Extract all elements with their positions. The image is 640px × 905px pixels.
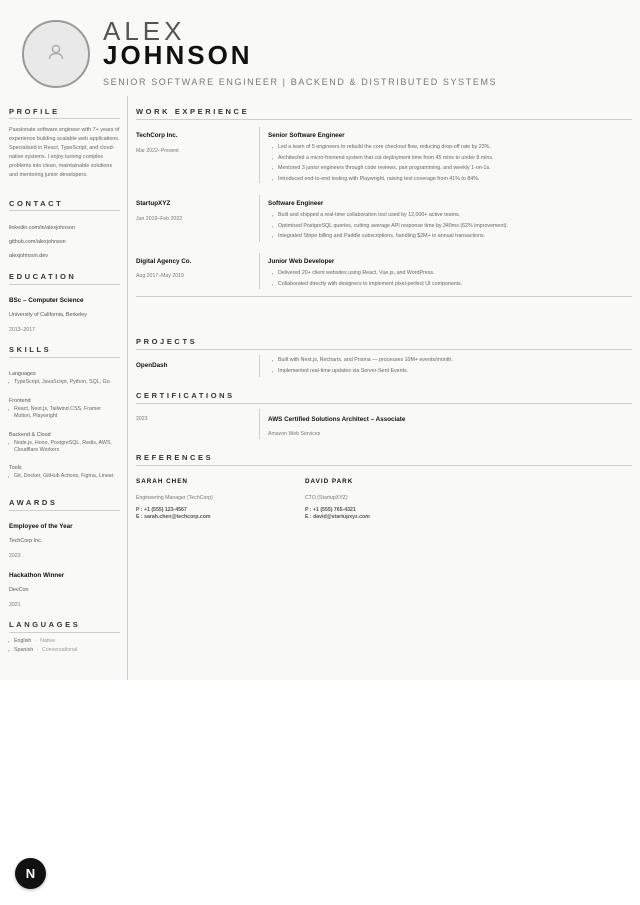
award-title: Employee of the Year bbox=[9, 523, 73, 530]
job-company: StartupXYZ bbox=[136, 200, 171, 207]
divider bbox=[259, 355, 260, 377]
divider bbox=[259, 127, 260, 183]
skill-group-title: Languages bbox=[9, 371, 36, 377]
job-dates: Jun 2019–Feb 2022 bbox=[136, 216, 183, 222]
job-bullet: ▪ Mentored 3 junior engineers through code reviews, pair programming, and weekly 1-on-1s. bbox=[278, 165, 628, 172]
divider bbox=[136, 296, 632, 297]
job-bullet: ▪ Delivered 20+ client websites using React, Vue.js, and WordPress. bbox=[278, 270, 628, 277]
experience-heading: WORK EXPERIENCE bbox=[136, 107, 250, 116]
job-dates: Mar 2022–Present bbox=[136, 148, 179, 154]
job-bullet: ▪ Collaborated directly with designers to implement pixel-perfect UI components. bbox=[278, 281, 628, 288]
nextjs-icon: N bbox=[25, 866, 36, 881]
contact-github-link[interactable]: github.com/alexjohnson bbox=[9, 239, 66, 245]
divider bbox=[259, 409, 260, 439]
job-dates: Aug 2017–May 2019 bbox=[136, 273, 184, 279]
language-separator: · bbox=[34, 638, 37, 644]
education-degree: BSc – Computer Science bbox=[9, 297, 84, 304]
job-company: TechCorp Inc. bbox=[136, 132, 178, 139]
project-bullet: ▪ Implemented real-time updates via Server-Sent Events. bbox=[278, 368, 628, 375]
job-company: Digital Agency Co. bbox=[136, 258, 192, 265]
language-level: Conversational bbox=[41, 647, 78, 653]
reference-phone: P : +1 (555) 123-4567 bbox=[136, 507, 187, 513]
contact-linkedin-link[interactable]: linkedin.com/in/alexjohnson bbox=[9, 225, 75, 231]
languages-heading: LANGUAGES bbox=[9, 620, 81, 629]
reference-name: DAVID PARK bbox=[305, 478, 354, 485]
job-role: Junior Web Developer bbox=[268, 258, 335, 265]
award-title: Hackathon Winner bbox=[9, 572, 65, 579]
divider bbox=[9, 118, 120, 119]
language-item bbox=[14, 647, 124, 654]
divider bbox=[136, 119, 632, 120]
award-org: TechCorp Inc. bbox=[9, 538, 43, 544]
job-bullet: ▪ Architected a micro-frontend system that cut deployment time from 45 mins to under 8 mins. bbox=[278, 155, 628, 162]
projects-heading: PROJECTS bbox=[136, 337, 198, 346]
education-heading: EDUCATION bbox=[9, 272, 77, 281]
education-years: 2013–2017 bbox=[9, 327, 35, 333]
profile-heading: PROFILE bbox=[9, 107, 60, 116]
job-bullet: ▪ Led a team of 5 engineers to rebuild the core checkout flow, reducing drop-off rate by 23%. bbox=[278, 144, 628, 151]
job-bullet: ▪ Built and shipped a real-time collaboration tool used by 12,000+ active teams. bbox=[278, 212, 628, 219]
divider bbox=[136, 465, 632, 466]
divider bbox=[136, 349, 632, 350]
language-level: Native bbox=[40, 638, 56, 644]
profile-text: Passionate software engineer with 7+ years of experience building scalable web applications. Specialised in React, TypeScript, and cloud-native systems. I enjoy turning complex problems into clean, maintainable solutions and mentoring junior developers. bbox=[9, 127, 120, 178]
award-year: 2023 bbox=[9, 553, 21, 559]
contact-heading: CONTACT bbox=[9, 199, 64, 208]
divider bbox=[9, 510, 120, 511]
skill-group-title: Backend & Cloud bbox=[9, 432, 51, 438]
skill-group-items: ▪ Node.js, Hono, PostgreSQL, Redis, AWS, Cloudflare Workers bbox=[14, 440, 124, 454]
language-name: Spanish bbox=[14, 647, 34, 653]
project-bullet: ▪ Built with Next.js, Recharts, and Prisma — processes 10M+ events/month. bbox=[278, 357, 628, 364]
reference-email[interactable]: E : sarah.chen@techcorp.com bbox=[136, 514, 211, 520]
reference-email[interactable]: E : david@startupxyz.com bbox=[305, 514, 370, 520]
skill-group-items: ▪ Git, Docker, GitHub Actions, Figma, Linear bbox=[14, 473, 118, 480]
certifications-heading: CERTIFICATIONS bbox=[136, 391, 235, 400]
reference-role: Engineering Manager (TechCorp) bbox=[136, 495, 213, 501]
job-bullet: ▪ Introduced end-to-end testing with Playwright, raising test coverage from 41% to 84%. bbox=[278, 176, 628, 183]
divider bbox=[9, 357, 120, 358]
column-divider bbox=[127, 96, 128, 680]
award-year: 2021 bbox=[9, 602, 21, 608]
reference-phone: P : +1 (555) 765-4321 bbox=[305, 507, 356, 513]
first-name: ALEX bbox=[103, 16, 186, 46]
skill-group-items: ▪ TypeScript, JavaScript, Python, SQL, Go bbox=[14, 379, 124, 386]
language-separator: · bbox=[36, 647, 39, 653]
divider bbox=[9, 210, 120, 211]
job-bullet: ▪ Integrated Stripe billing and Paddle subscriptions, handling $2M+ in annual transactions. bbox=[278, 233, 628, 240]
references-heading: REFERENCES bbox=[136, 453, 214, 462]
job-role: Software Engineer bbox=[268, 200, 324, 207]
cert-title: AWS Certified Solutions Architect – Associate bbox=[268, 416, 406, 423]
job-bullet: ▪ Optimised PostgreSQL queries, cutting average API response time by 340ms (62% improvement). bbox=[278, 223, 628, 230]
language-item bbox=[14, 638, 124, 645]
job-role: Senior Software Engineer bbox=[268, 132, 345, 139]
avatar bbox=[22, 20, 90, 88]
reference-role: CTO (StartupXYZ) bbox=[305, 495, 348, 501]
divider bbox=[259, 253, 260, 289]
education-school: University of California, Berkeley bbox=[9, 312, 87, 318]
nextjs-dev-button[interactable] bbox=[15, 858, 46, 889]
reference-name: SARAH CHEN bbox=[136, 478, 188, 485]
skill-group-items: ▪ React, Next.js, Tailwind CSS, Framer Motion, Playwright bbox=[14, 406, 118, 420]
divider bbox=[259, 195, 260, 242]
language-name: English bbox=[14, 638, 32, 644]
last-name: JOHNSON bbox=[103, 40, 253, 70]
divider bbox=[9, 632, 120, 633]
cert-year: 2023 bbox=[136, 416, 148, 422]
skills-heading: SKILLS bbox=[9, 345, 52, 354]
project-name: OpenDash bbox=[136, 362, 168, 369]
awards-heading: AWARDS bbox=[9, 498, 58, 507]
cert-issuer: Amazon Web Services bbox=[268, 431, 321, 437]
skill-group-title: Tools bbox=[9, 465, 22, 471]
tagline: SENIOR SOFTWARE ENGINEER | BACKEND & DISTRIBUTED SYSTEMS bbox=[103, 77, 498, 87]
skill-group-title: Frontend bbox=[9, 398, 31, 404]
user-icon bbox=[46, 42, 66, 67]
divider bbox=[136, 403, 632, 404]
divider bbox=[9, 284, 120, 285]
award-org: DevCon bbox=[9, 587, 29, 593]
contact-website-link[interactable]: alexjohnson.dev bbox=[9, 253, 48, 259]
